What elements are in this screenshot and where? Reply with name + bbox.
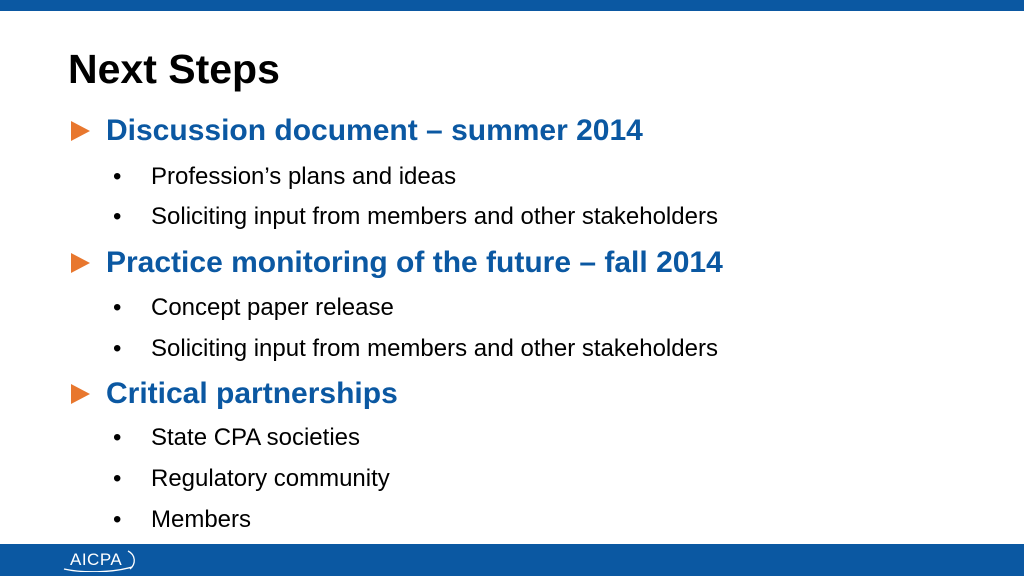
bullet-dot-icon: • [113, 203, 122, 230]
triangle-right-icon [71, 253, 90, 273]
bullet-dot-icon: • [113, 506, 122, 533]
footer-bar [0, 544, 1024, 576]
list-item-text: Profession’s plans and ideas [151, 163, 457, 190]
list-item [0, 334, 1024, 364]
list-item [0, 423, 1024, 453]
slide-title: Next Steps [68, 46, 280, 92]
aicpa-logo [62, 550, 136, 572]
bullet-dot-icon: • [113, 294, 122, 321]
bullet-dot-icon: • [113, 163, 122, 190]
section-heading: Discussion document – summer 2014 [106, 114, 643, 147]
section-heading: Practice monitoring of the future – fall 2014 [106, 246, 723, 279]
list-item [0, 293, 1024, 323]
bullet-dot-icon: • [113, 465, 122, 492]
list-item [0, 202, 1024, 232]
list-item-text: State CPA societies [151, 424, 360, 451]
list-item [0, 162, 1024, 192]
section-heading-row [0, 376, 1024, 412]
list-item-text: Soliciting input from members and other stakeholders [151, 335, 718, 362]
triangle-right-icon [71, 384, 90, 404]
section-heading-row [0, 113, 1024, 149]
list-item [0, 464, 1024, 494]
section-heading: Critical partnerships [106, 377, 398, 410]
list-item-text: Soliciting input from members and other stakeholders [151, 203, 718, 230]
bullet-dot-icon: • [113, 424, 122, 451]
bullet-dot-icon: • [113, 335, 122, 362]
triangle-right-icon [71, 121, 90, 141]
list-item [0, 505, 1024, 535]
list-item-text: Concept paper release [151, 294, 394, 321]
section-heading-row [0, 245, 1024, 281]
list-item-text: Regulatory community [151, 465, 390, 492]
logo-text: AICPA [70, 550, 123, 569]
list-item-text: Members [151, 506, 252, 533]
